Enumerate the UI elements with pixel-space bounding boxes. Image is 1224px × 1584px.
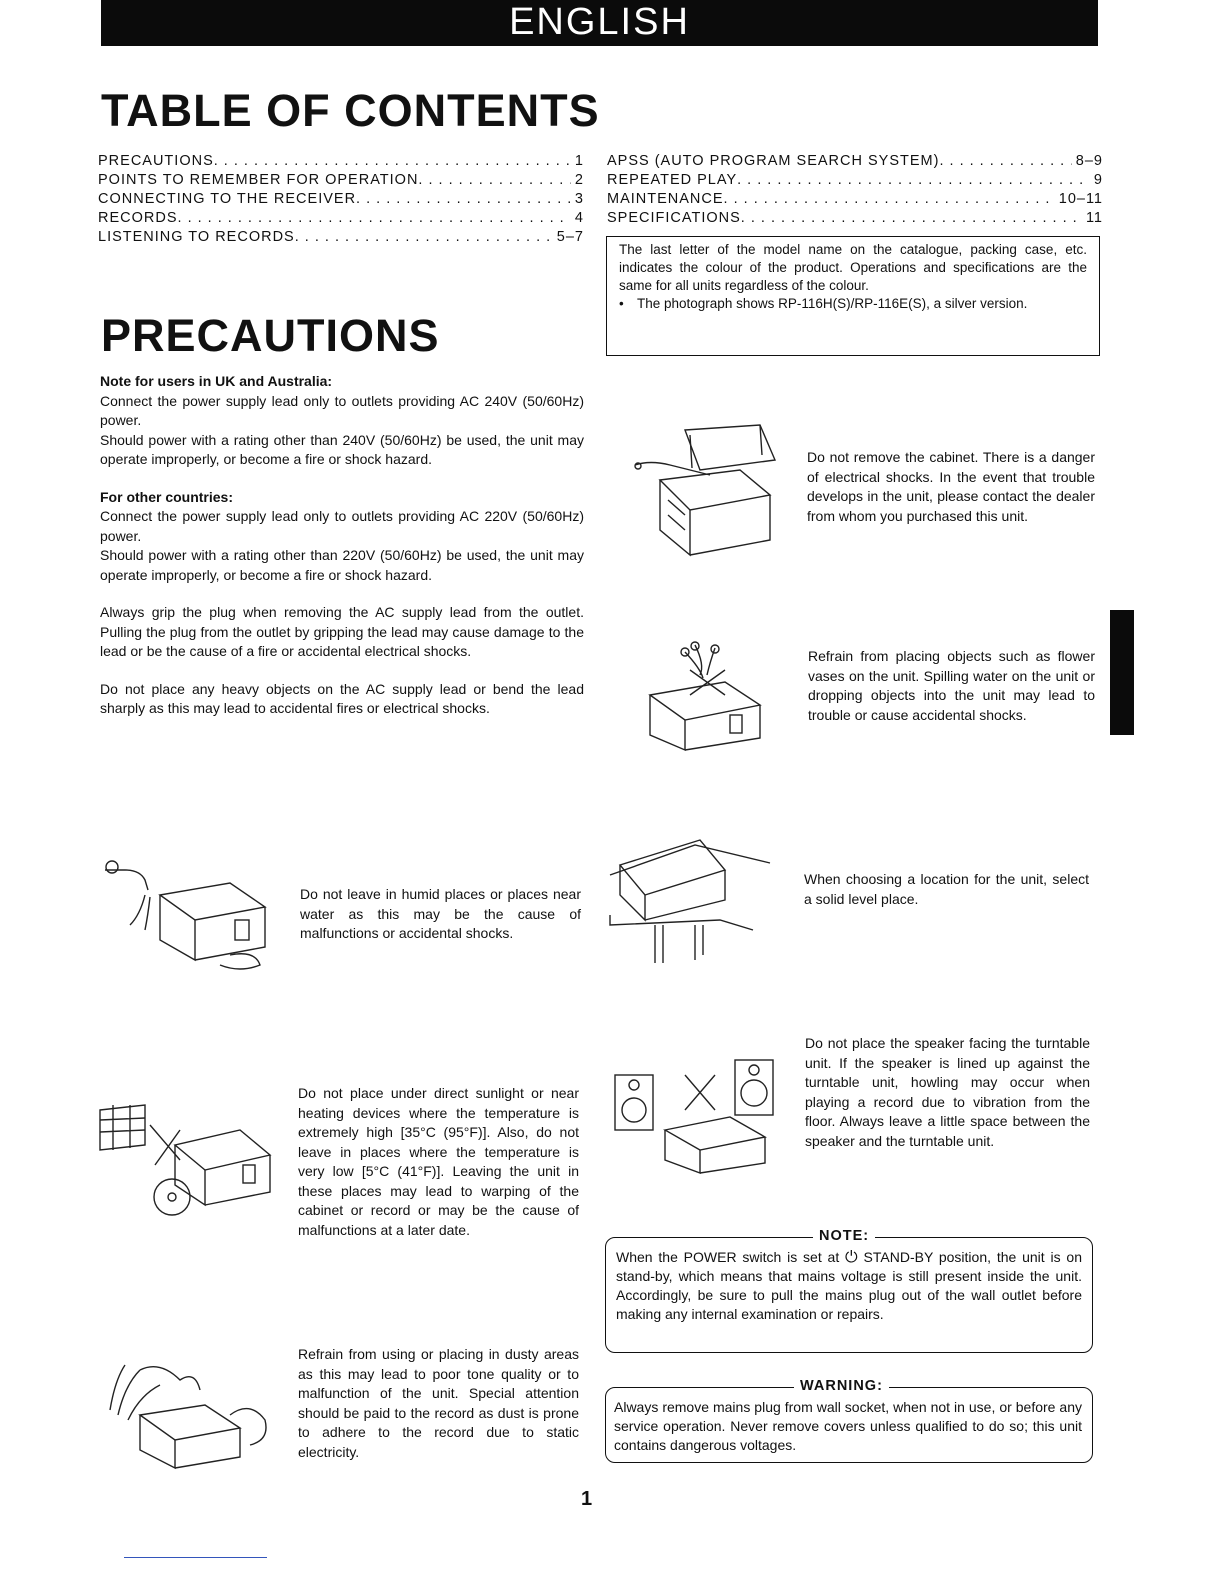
toc-entry-maintenance[interactable]: MAINTENANCE . . . 10–11: [607, 190, 1103, 209]
section-tab-marker: [1110, 610, 1134, 735]
toc-entry-precautions[interactable]: PRECAUTIONS . . . 1: [98, 152, 584, 171]
level-place-illustration: [605, 825, 775, 965]
speaker-text: Do not place the speaker facing the turntable unit. If the speaker is lined up against the turntable unit, howling may occur when playing a record due to vibration from the floor. Always leave a little space between the speaker and the turntable unit.: [805, 1035, 1090, 1149]
note-text: When the POWER switch is set at ⏻ STAND-BY position, the unit is on stand-by, which means that mains voltage is still present inside the unit. Accordingly, be sure to pull the mains plug out of the wall outlet before making any internal examination or repairs.: [616, 1249, 1082, 1322]
uk-text-2: Should power with a rating other than 240V (50/60Hz) be used, the unit may operate improperly, or become a fire or shock hazard.: [100, 431, 584, 467]
uk-heading: Note for users in UK and Australia:: [100, 373, 333, 389]
other-text-2: Should power with a rating other than 220V (50/60Hz) be used, the unit may operate improperly, or become a fire or shock hazard.: [100, 547, 584, 583]
warning-text: Always remove mains plug from wall socket, when not in use, or before any service operation. Never remove covers unless qualified to do so; this unit contains dangerous voltages.: [614, 1399, 1082, 1453]
speaker-illustration: [610, 1055, 785, 1175]
toc-entry-repeated[interactable]: REPEATED PLAY . . . 9: [607, 171, 1103, 190]
toc-entry-connecting[interactable]: CONNECTING TO THE RECEIVER . . . 3: [98, 190, 584, 209]
grip-plug-text: Always grip the plug when removing the AC supply lead from the outlet. Pulling the plug from the outlet by gripping the lead may cause damage to the lead or be the cause of a fire or accidental electrical shocks.: [100, 604, 584, 659]
flower-vase-illustration: [645, 640, 770, 750]
language-banner: ENGLISH: [101, 0, 1098, 46]
sunlight-illustration: [95, 1090, 275, 1220]
power-standby-icon: ⏻: [845, 1249, 858, 1266]
footer-rule: [124, 1557, 267, 1558]
toc-entry-points[interactable]: POINTS TO REMEMBER FOR OPERATION . . . 2: [98, 171, 584, 190]
dust-text: Refrain from using or placing in dusty areas as this may lead to poor tone quality or to malfunction of the unit. Special attention should be paid to the record as dust is prone to adhere to the record due to static electricity.: [298, 1346, 579, 1460]
cabinet-illustration: [630, 420, 780, 560]
toc-entry-apss[interactable]: APSS (AUTO PROGRAM SEARCH SYSTEM) . . . 8–9: [607, 152, 1103, 171]
location-text: When choosing a location for the unit, select a solid level place.: [804, 871, 1089, 907]
model-note-bullet: • The photograph shows RP-116H(S)/RP-116E(S), a silver version.: [619, 296, 1028, 311]
toc-entry-listening[interactable]: LISTENING TO RECORDS . . . 5–7: [98, 228, 584, 247]
cabinet-text: Do not remove the cabinet. There is a danger of electrical shocks. In the event that trouble develops in the unit, please contact the dealer from whom you purchased this unit.: [807, 449, 1095, 524]
uk-text-1: Connect the power supply lead only to outlets providing AC 240V (50/60Hz) power.: [100, 392, 584, 428]
model-note-box: [606, 236, 1100, 356]
power-precautions: [100, 372, 584, 719]
humid-text: Do not leave in humid places or places near water as this may be the cause of malfunctions or accidental shocks.: [300, 886, 581, 941]
dust-illustration: [100, 1360, 275, 1470]
toc-title: TABLE OF CONTENTS: [101, 85, 600, 136]
warning-title: WARNING:: [794, 1378, 889, 1394]
heavy-objects-text: Do not place any heavy objects on the AC supply lead or bend the lead sharply as this may lead to accidental fires or electrical shocks.: [100, 680, 584, 716]
other-text-1: Connect the power supply lead only to outlets providing AC 220V (50/60Hz) power.: [100, 508, 584, 544]
vases-text: Refrain from placing objects such as flower vases on the unit. Spilling water on the unit or dropping objects into the unit may lead to trouble or cause accidental shocks.: [808, 648, 1095, 723]
toc-entry-records[interactable]: RECORDS . . . 4: [98, 209, 584, 228]
other-heading: For other countries:: [100, 488, 234, 505]
precautions-title: PRECAUTIONS: [101, 310, 440, 361]
page-number: 1: [581, 1488, 593, 1510]
humid-illustration: [100, 855, 275, 975]
model-note-text: The last letter of the model name on the catalogue, packing case, etc. indicates the colour of the product. Operations and specifications are the same for all units regardless of the colour.: [619, 242, 1087, 293]
toc-entry-specifications[interactable]: SPECIFICATIONS . . . 11: [607, 209, 1103, 228]
note-title: NOTE:: [813, 1228, 875, 1244]
sunlight-text: Do not place under direct sunlight or near heating devices where the temperature is extremely high [35°C (95°F)]. Also, do not leave in places where the temperature is very low [5°C (41°F)]. Leaving the unit in these places may lead to warping of the cabinet or record or may be the cause of malfunctions at a later date.: [298, 1085, 579, 1238]
